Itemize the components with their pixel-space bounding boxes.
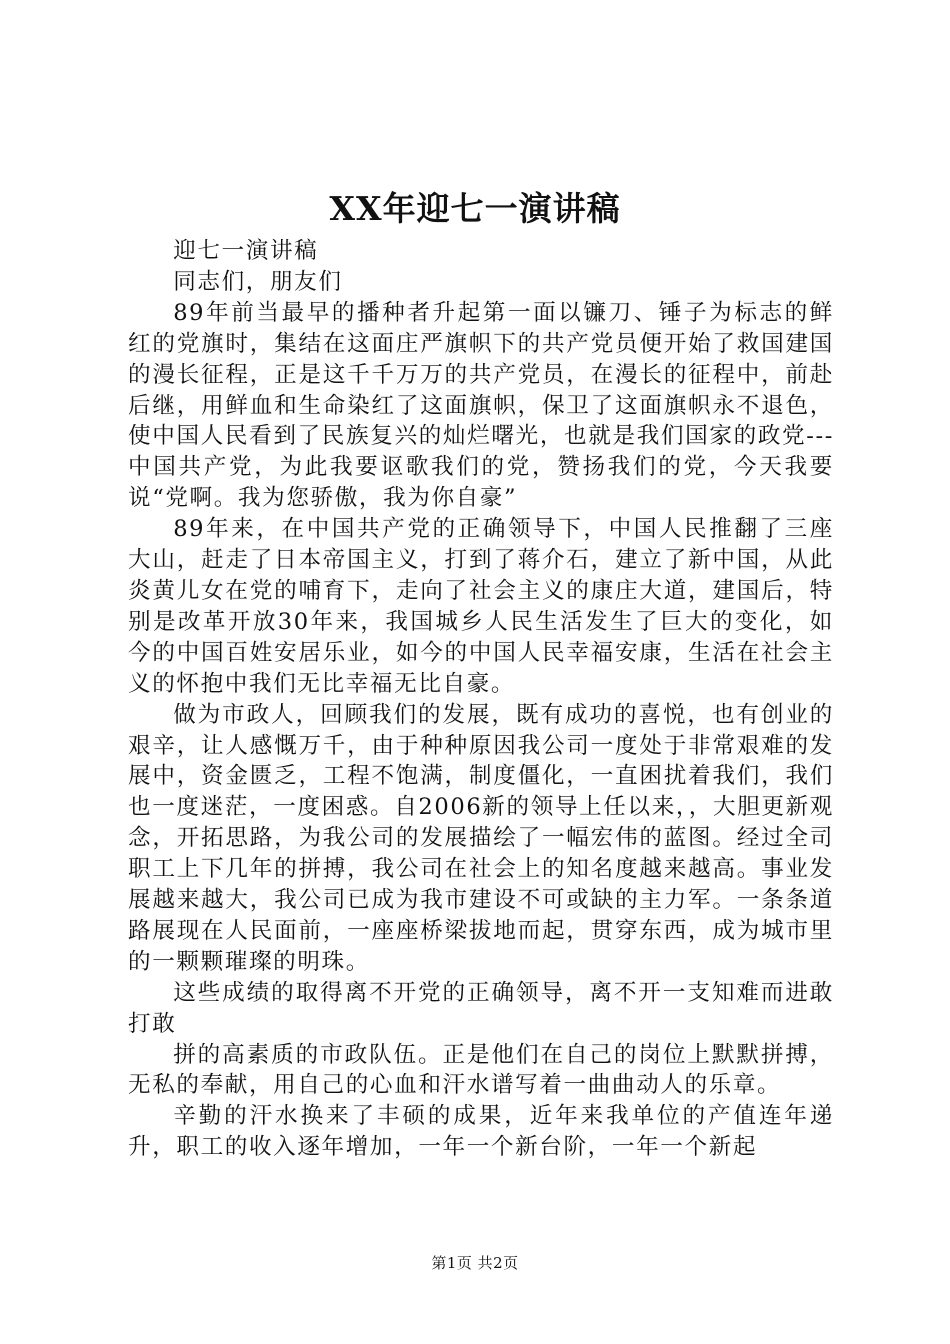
document-body bbox=[128, 236, 834, 1163]
paragraph-salutation: 同志们，朋友们 bbox=[173, 268, 343, 295]
paragraph: 89年前当最早的播种者升起第一面以镰刀、锤子为标志的鲜红的党旗时，集结在这面庄严旗帜下的共产党员便开始了救国建国的漫长征程，正是这千千万万的共产党员，在漫长的征程中，前赴后继，用鲜血和生命染红了这面旗帜，保卫了这面旗帜永不退色，使中国人民看到了民族复兴的灿烂曙光，也就是我们国家的政党---中国共产党，为此我要讴歌我们的党，赞扬我们的党，今天我要说“党啊。我为您骄傲，我为你自豪” bbox=[128, 299, 834, 512]
paragraph: 做为市政人，回顾我们的发展，既有成功的喜悦，也有创业的艰辛，让人感慨万千，由于种种原因我公司一度处于非常艰难的发展中，资金匮乏，工程不饱满，制度僵化，一直困扰着我们，我们也一度迷茫，一度困惑。自2006新的领导上任以来，，大胆更新观念，开拓思路，为我公司的发展描绘了一幅宏伟的蓝图。经过全司职工上下几年的拼搏，我公司在社会上的知名度越来越高。事业发展越来越大，我公司已成为我市建设不可或缺的主力军。一条条道路展现在人民面前，一座座桥梁拔地而起，贯穿东西，成为城市里的一颗颗璀璨的明珠。 bbox=[128, 701, 834, 975]
paragraph-subtitle: 迎七一演讲稿 bbox=[173, 238, 319, 264]
paragraph: 这些成绩的取得离不开党的正确领导，离不开一支知难而进敢打敢 bbox=[128, 979, 834, 1037]
page-footer: 第1页 共2页 bbox=[431, 1254, 519, 1272]
paragraph: 辛勤的汗水换来了丰硕的成果，近年来我单位的产值连年递升，职工的收入逐年增加，一年一个新台阶，一年一个新起 bbox=[128, 1103, 834, 1161]
paragraph: 89年来，在中国共产党的正确领导下，中国人民推翻了三座大山，赶走了日本帝国主义，打到了蒋介石，建立了新中国，从此炎黄儿女在党的哺育下，走向了社会主义的康庄大道，建国后，特别是改革开放30年来，我国城乡人民生活发生了巨大的变化，如今的中国百姓安居乐业，如今的中国人民幸福安康，生活在社会主义的怀抱中我们无比幸福无比自豪。 bbox=[128, 516, 834, 697]
document-title: XX年迎七一演讲稿 bbox=[329, 189, 621, 228]
paragraph: 拼的高素质的市政队伍。正是他们在自己的岗位上默默拼搏，无私的奉献，用自己的心血和汗水谱写着一曲曲动人的乐章。 bbox=[128, 1041, 834, 1099]
